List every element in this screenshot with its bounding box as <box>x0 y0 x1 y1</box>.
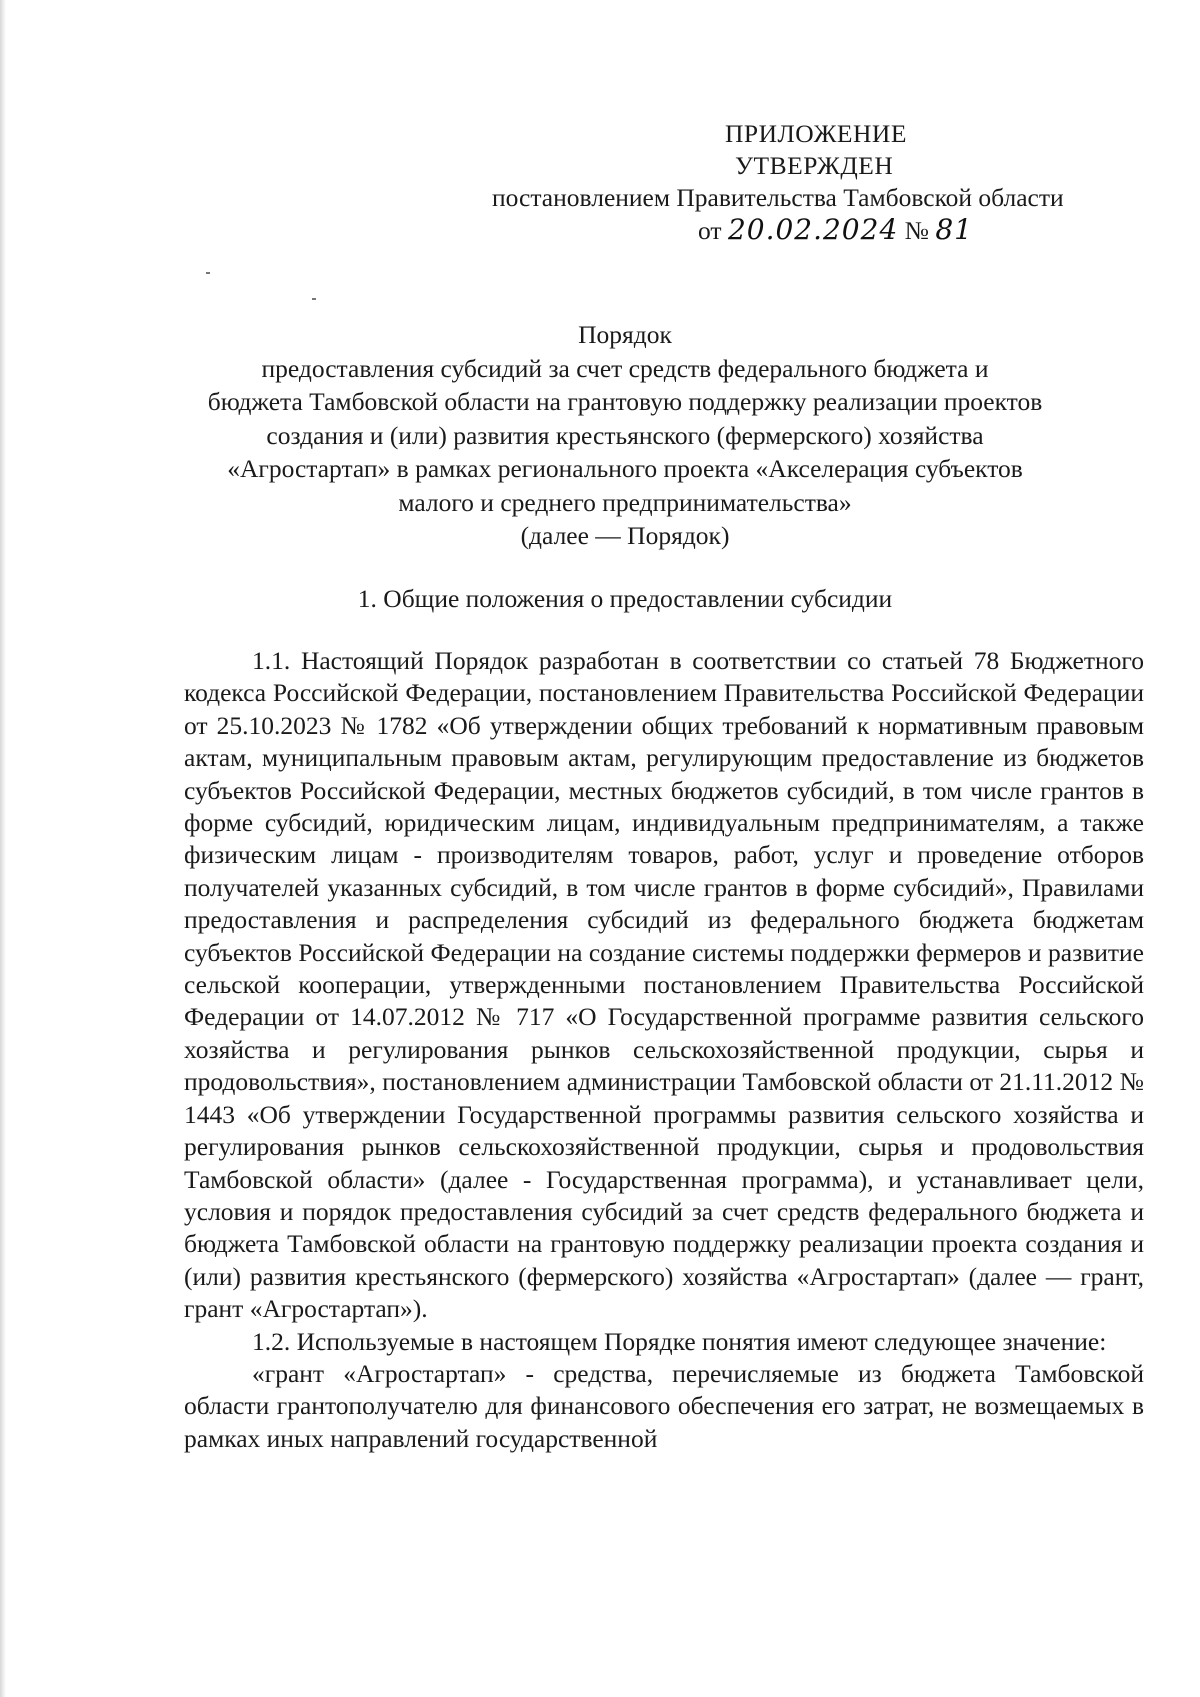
title-line: (далее — Порядок) <box>520 521 730 550</box>
approval-stamp-block <box>480 118 1140 250</box>
decree-date-line <box>698 214 1140 250</box>
title-line: бюджета Тамбовской области на грантовую поддержку реализации проектов <box>207 387 1043 416</box>
number-sign: № <box>904 216 929 245</box>
handwritten-date: 20.02.2024 <box>727 213 899 246</box>
handwritten-number: 81 <box>935 213 973 246</box>
document-title <box>150 318 1100 553</box>
section-body <box>184 645 1144 1455</box>
approved-label: УТВЕРЖДЕН <box>735 151 894 180</box>
title-line: «Агростартап» в рамках регионального проекта «Акселерация субъектов <box>227 454 1023 483</box>
title-word: Порядок <box>578 320 672 349</box>
paragraph-1-2: 1.2. Используемые в настоящем Порядке понятия имеют следующее значение: <box>252 1326 1107 1356</box>
title-line: создания и (или) развития крестьянского (фермерского) хозяйства <box>266 420 984 450</box>
scan-edge-shadow <box>0 0 6 1697</box>
paragraph-grant-definition: «грант «Агростартап» - средства, перечисляемые из бюджета Тамбовской области грантополучателю для финансового обеспечения его затрат, не возмещаемых в рамках иных направлений государственной <box>184 1358 1144 1453</box>
date-prefix: от <box>698 216 722 245</box>
paragraph-1-1: 1.1. Настоящий Порядок разработан в соответствии со статьей 78 Бюджетного кодекса Российской Федерации, постановлением Правительства Российской Федерации от 25.10.2023 № 1782 «Об утверждении общих требований к нормативным правовым актам, муниципальным правовым актам, регулирующим предоставление из бюджетов субъектов Российской Федерации, местных бюджетов субсидий, в том числе грантов в форме субсидий, юридическим лицам, индивидуальным предпринимателям, а также физическим лицам - производителям товаров, работ, услуг и проведение отборов получателей указанных субсидий, в том числе грантов в форме субсидий», Правилами предоставления и распределения субсидий из федерального бюджета бюджетам субъектов Российской Федерации на создание системы поддержки фермеров и развитие сельской кооперации, утвержденными постановлением Правительства Российской Федерации от 14.07.2012 № 717 «О Государственной программе развития сельского хозяйства и регулирования рынков сельскохозяйственной продукции, сырья и продовольствия», постановлением администрации Тамбовской области от 21.11.2012 № 1443 «Об утверждении Государственной программы развития сельского хозяйства и регулирования рынков сельскохозяйственной продукции, сырья и продовольствия Тамбовской области» (далее - Государственная программа), и устанавливает цели, условия и порядок предоставления субсидий за счет средств федерального бюджета и бюджета Тамбовской области на грантовую поддержку реализации проекта создания и (или) развития крестьянского (фермерского) хозяйства «Агростартап» (далее — грант, грант «Агростартап»). <box>184 646 1144 1324</box>
decree-line: постановлением Правительства Тамбовской области <box>492 183 1064 212</box>
scan-speck <box>312 298 316 300</box>
scan-speck <box>206 272 210 274</box>
section-heading: 1. Общие положения о предоставлении субсидии <box>357 584 893 613</box>
appendix-label: ПРИЛОЖЕНИЕ <box>725 119 907 148</box>
title-line: предоставления субсидий за счет средств федерального бюджета и <box>261 353 989 383</box>
title-line: малого и среднего предпринимательства» <box>398 487 852 517</box>
